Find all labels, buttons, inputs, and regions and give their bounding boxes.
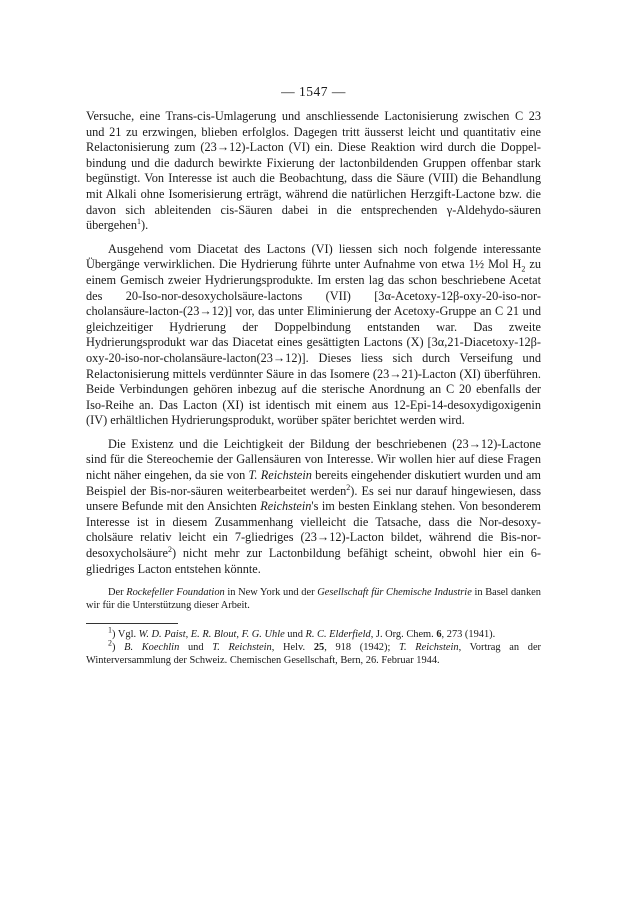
text-run: , 273 (1941). <box>441 628 496 640</box>
italic-text: B. Koechlin <box>124 641 180 653</box>
text-run: ) Vgl. <box>112 628 139 640</box>
superscript: 2 <box>167 544 172 554</box>
text-run: Ausgehend vom Diacetat des Lactons (VI) liessen sich noch folgende interessante Übergänge verwirklichen. Die Hydrierung führte unter Aufnahme von etwa 1½ Mol H <box>86 241 541 272</box>
superscript: 2 <box>346 482 351 492</box>
bold-text: 6 <box>436 628 442 640</box>
italic-text: T. Reichstein <box>248 468 312 483</box>
superscript: 1 <box>137 217 141 227</box>
footnote-mark: 2 <box>108 638 112 648</box>
paragraph-1 <box>86 109 541 234</box>
page <box>86 84 541 667</box>
text-run: in Basel danken wir für die Unterstützung dieser Arbeit. <box>86 587 541 612</box>
text-run: , Helv. <box>271 641 314 653</box>
text-run: ). Es sei nur darauf hingewiesen, dass unsere Befunde mit den Ansichten <box>86 483 541 514</box>
text-run: , 918 (1942); <box>324 641 399 653</box>
text-run: Die Existenz und die Leichtigkeit der Bildung der beschriebenen (23→12)-Lactone sind für die Stereochemie der Gallensäuren von Interesse. Wir wollen hier auf diese Fragen nicht näher eingehen, da sie von <box>86 436 541 483</box>
text-run: Versuche, eine Trans-cis-Umlagerung und anschliessende Lactonisierung zwischen C 23 und 21 zu erzwingen, blieben erfolglos. Dagegen tritt äusserst leicht und quantitativ eine Relactonisierung zum (23→12)-Lacton (VI) ein. Diese Reaktion wird durch die Doppelbindung und die dadurch bewirkte Fixierung der lactonbildenden Gruppen offenbar stark begünstigt. Von Interesse ist auch die Beobachtung, dass die Säure (VIII) die Behandlung mit Alkali ohne Isomerisierung erträgt, während die natürlichen Herzgift-Lactone bzw. die davon sich ableitenden cis-Säuren dabei in die entsprechenden γ-Aldehydo-säuren übergehen <box>86 109 541 233</box>
paragraph-2 <box>86 242 541 429</box>
text-run: 's im besten Einklang stehen. Von besonderem Interesse ist in diesem Zusammenhang vielleicht die Tatsache, dass die Nor-desoxycholsäure relativ leicht ein 7-gliedriges (23→12)-Lacton bildet, während die Bis-nor-desoxycholsäure <box>86 499 541 561</box>
footnote-1 <box>86 625 541 641</box>
text-run: bereits eingehender diskutiert wurden und am Beispiel der Bis-nor-säuren weiterbearbeitet werden <box>86 468 542 498</box>
text-run: , J. Org. Chem. <box>370 628 437 640</box>
subscript: 2 <box>521 264 526 274</box>
text-run: und <box>284 628 306 640</box>
text-run: ) <box>112 641 125 653</box>
footnote-divider <box>86 623 178 624</box>
acknowledgement <box>86 586 541 612</box>
text-run: ) nicht mehr zur Lactonbildung befähigt scheint, obwohl hier ein 6-gliedriges Lacton entstehen könnte. <box>86 546 541 576</box>
text-run: ). <box>141 218 149 233</box>
text-run: , Vortrag an der Winterversammlung der Schweiz. Chemischen Gesellschaft, Bern, 26. Februar 1944. <box>86 641 542 666</box>
text-run: und <box>179 641 213 653</box>
footnote-text <box>112 629 495 640</box>
italic-text: Gesellschaft für Chemische Industrie <box>317 587 472 599</box>
footnote-mark: 1 <box>108 625 112 635</box>
text-run: in New York und der <box>224 587 318 599</box>
bold-text: 25 <box>313 641 325 653</box>
italic-text: W. D. Paist, E. R. Blout, F. G. Uhle <box>138 628 285 640</box>
italic-text: Rockefeller Foundation <box>126 587 225 599</box>
text-run: zu einem Gemisch zweier Hydrierungsprodukte. Im ersten lag das schon beschriebene Acetat des 20-Iso-nor-desoxycholsäure-lactons (VII) [3α-Acetoxy-12β-oxy-20-iso-nor-cholansäure-lacton-(23→12)] vor, das unter Eliminierung der Acetoxy-Gruppe an C 21 und gleichzeitiger Hydrierung der Doppelbindung entstanden war. Das zweite Hydrierungsprodukt war das Diacetat eines gesättigten Lactons (X) [3α,21-Diacetoxy-12β-oxy-20-iso-nor-cholansäure-lacton(23→12)]. Dieses liess sich durch Verseifung und Relactonisierung mittels verdünnter Säure in das Isomere (23→21)-Lacton (XI) überführen. Beide Verbindungen gehören inbezug auf die sterische Anordnung an C 20 ebenfalls der Iso-Reihe an. Das Lacton (XI) ist identisch mit einem aus 12-Epi-14-desoxydigoxigenin (IV) erhältlichen Hydrierungsprodukt, worüber später berichtet werden wird. <box>86 257 541 428</box>
footnote-text <box>86 642 541 666</box>
italic-text: T. Reichstein <box>399 641 459 653</box>
footnote-2 <box>86 638 542 667</box>
paragraph-3 <box>86 437 541 577</box>
text-run: Der <box>108 587 127 599</box>
italic-text: R. C. Elderfield <box>305 628 371 640</box>
italic-text: T. Reichstein <box>212 641 272 653</box>
page-number: — 1547 — <box>281 84 346 99</box>
italic-text: Reichstein <box>260 499 312 514</box>
